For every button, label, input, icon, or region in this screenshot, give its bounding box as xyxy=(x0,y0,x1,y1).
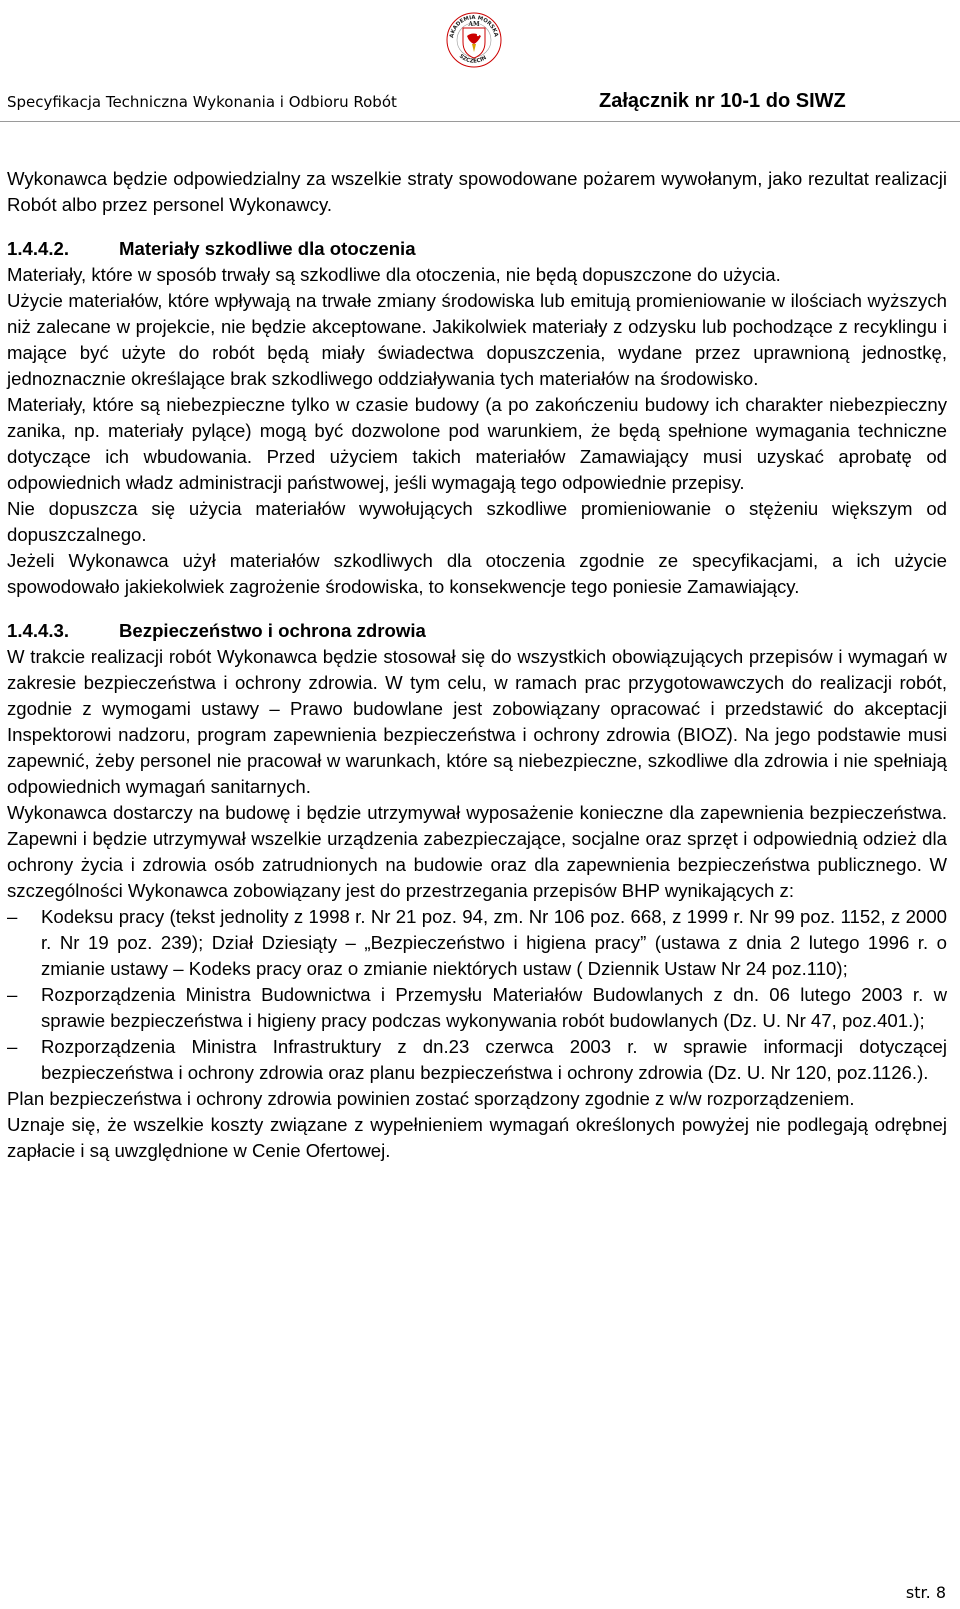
svg-text:AM: AM xyxy=(468,21,480,28)
regulations-list xyxy=(7,904,947,1086)
page-number: str. 8 xyxy=(905,1583,946,1602)
svg-text:AKADEMIA MORSKA: AKADEMIA MORSKA xyxy=(449,14,499,39)
list-item: – Kodeksu pracy (tekst jednolity z 1998 r. Nr 21 poz. 94, zm. Nr 106 poz. 668, z 1999 r. Nr 99 poz. 1152, z 2000 r. Nr 19 poz. 239); Dział Dziesiąty – „Bezpieczeństwo i higiena pracy” (ustawa z dnia 2 lutego 1996 r. o zmianie ustawy – Kodeks pracy oraz o zmianie niektórych ustaw ( Dziennik Ustaw Nr 24 poz.110); xyxy=(7,904,947,982)
page-header xyxy=(0,0,960,124)
header-divider xyxy=(0,121,960,122)
section-heading-1443 xyxy=(7,618,947,644)
attachment-label: Załącznik nr 10-1 do SIWZ xyxy=(599,90,846,112)
section-title: Bezpieczeństwo i ochrona zdrowia xyxy=(119,620,426,641)
section-title: Materiały szkodliwe dla otoczenia xyxy=(119,238,416,259)
paragraph: Materiały, które w sposób trwały są szkodliwe dla otoczenia, nie będą dopuszczone do użycia. xyxy=(7,264,781,285)
paragraph: Wykonawca dostarczy na budowę i będzie utrzymywał wyposażenie konieczne dla zapewnienia bezpieczeństwa. Zapewni i będzie utrzymywał wszelkie urządzenia zabezpieczające, socjalne oraz sprzęt i odpowiednią odzież dla ochrony życia i zdrowia osób zatrudnionych na budowie oraz dla zapewnienia bezpieczeństwa publicznego. W szczególności Wykonawca zobowiązany jest do przestrzegania przepisów BHP wynikających z: xyxy=(7,802,947,901)
list-item: – Rozporządzenia Ministra Budownictwa i Przemysłu Materiałów Budowlanych z dn. 06 lutego 2003 r. w sprawie bezpieczeństwa i higieny pracy podczas wykonywania robót budowlanych (Dz. U. Nr 47, poz.401.); xyxy=(7,982,947,1034)
paragraph: Użycie materiałów, które wpływają na trwałe zmiany środowiska lub emitują promieniowanie w ilościach wyższych niż zalecane w projekcie, nie będzie akceptowane. Jakikolwiek materiały z odzysku lub pochodzące z recyklingu i mające być użyte do robót będą miały świadectwa dopuszczenia, wydane przez uprawnioną jednostkę, jednoznacznie określające brak szkodliwego oddziaływania tych materiałów na środowisko. xyxy=(7,290,947,389)
paragraph: Uznaje się, że wszelkie koszty związane z wypełnieniem wymagań określonych powyżej nie podlegają odrębnej zapłacie i są uwzględnione w Cenie Ofertowej. xyxy=(7,1114,947,1161)
section-heading-1442 xyxy=(7,236,947,262)
intro-paragraph: Wykonawca będzie odpowiedzialny za wszelkie straty spowodowane pożarem wywołanym, jako rezultat realizacji Robót albo przez personel Wykonawcy. xyxy=(7,168,947,215)
document-body xyxy=(7,166,947,1164)
document-title: Specyfikacja Techniczna Wykonania i Odbioru Robót xyxy=(7,93,397,111)
paragraph: Jeżeli Wykonawca użył materiałów szkodliwych dla otoczenia zgodnie ze specyfikacjami, a ich użycie spowodowało jakiekolwiek zagrożenie środowiska, to konsekwencje tego poniesie Zamawiający. xyxy=(7,550,947,597)
paragraph: Materiały, które są niebezpieczne tylko w czasie budowy (a po zakończeniu budowy ich charakter niebezpieczny zanika, np. materiały pylące) mogą być dozwolone pod warunkiem, że będą spełnione wymagania techniczne dotyczące ich wbudowania. Przed użyciem takich materiałów Zamawiający musi uzyskać aprobatę od odpowiednich władz administracji państwowej, jeśli wymagają tego odpowiednie przepisy. xyxy=(7,394,947,493)
academy-logo-icon xyxy=(445,0,503,80)
section-number: 1.4.4.2. xyxy=(7,238,70,259)
svg-text:SZCZECIN: SZCZECIN xyxy=(457,53,488,65)
paragraph: Plan bezpieczeństwa i ochrony zdrowia powinien zostać sporządzony zgodnie z w/w rozporządzeniem. xyxy=(7,1088,855,1109)
list-item: – Rozporządzenia Ministra Infrastruktury z dn.23 czerwca 2003 r. w sprawie informacji dotyczącej bezpieczeństwa i ochrony zdrowia oraz planu bezpieczeństwa i ochrony zdrowia (Dz. U. Nr 120, poz.1126.). xyxy=(7,1034,947,1086)
section-number: 1.4.4.3. xyxy=(7,620,70,641)
paragraph: Nie dopuszcza się użycia materiałów wywołujących szkodliwe promieniowanie o stężeniu większym od dopuszczalnego. xyxy=(7,498,947,545)
paragraph: W trakcie realizacji robót Wykonawca będzie stosował się do wszystkich obowiązujących przepisów i wymagań w zakresie bezpieczeństwa i ochrony zdrowia. W tym celu, w ramach prac przygotowawczych do realizacji robót, zgodnie z wymogami ustawy – Prawo budowlane jest zobowiązany opracować i przedstawić do akceptacji Inspektorowi nadzoru, program zapewnienia bezpieczeństwa i ochrony zdrowia (BIOZ). Na jego podstawie musi zapewnić, żeby personel nie pracował w warunkach, które są niebezpieczne, szkodliwe dla zdrowia i nie spełniają odpowiednich wymagań sanitarnych. xyxy=(7,646,947,797)
